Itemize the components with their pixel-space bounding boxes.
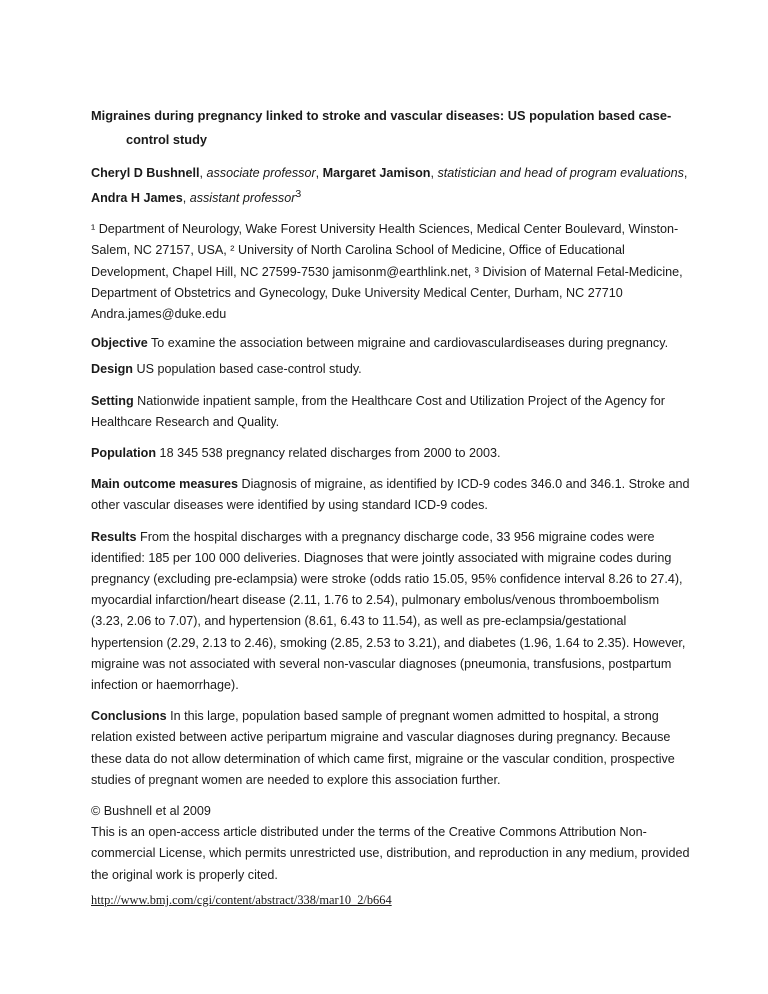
section-label: Conclusions — [91, 709, 167, 724]
section-text: US population based case-control study. — [133, 362, 362, 377]
section-label: Main outcome measures — [91, 477, 238, 492]
section-label: Objective — [91, 336, 148, 351]
author-role: associate professor — [206, 166, 316, 180]
section-label: Design — [91, 362, 133, 377]
article-title: Migraines during pregnancy linked to stroke and vascular diseases: US population based case-control study — [91, 108, 672, 147]
license-text: This is an open-access article distributed under the terms of the Creative Commons Attribution Non-commercial License, which permits unrestricted use, distribution, and reproduction in any medium, provided the original work is properly cited. — [91, 825, 690, 882]
section-text: Nationwide inpatient sample, from the Healthcare Cost and Utilization Project of the Agency for Healthcare Research and Quality. — [91, 393, 665, 429]
section-text: In this large, population based sample of pregnant women admitted to hospital, a strong relation existed between active peripartum migraine and vascular diagnoses during pregnancy. Because these data do not allow determination of which came first, migraine or the vascular condition, prospective studies of pregnant women are needed to explore this association further. — [91, 709, 675, 787]
author-role: assistant professor — [189, 191, 296, 206]
section-main-outcome-measures — [91, 474, 691, 516]
author-role: statistician and head of program evaluations — [437, 166, 684, 180]
author-list: Cheryl D Bushnell, associate professor, Margaret Jamison, statistician and head of program evaluations, Andra H James, assistant professor$^3$ — [91, 166, 688, 206]
section-text: Diagnosis of migraine, as identified by ICD-9 codes 346.0 and 346.1. Stroke and other vascular diseases were identified by using standard ICD-9 codes. — [91, 477, 690, 513]
section-population — [91, 443, 691, 464]
copyright-line: © Bushnell et al 2009 — [91, 804, 211, 819]
section-objective — [91, 333, 691, 354]
section-conclusions — [91, 706, 691, 791]
section-label: Population — [91, 446, 157, 461]
author-name: Andra H James — [91, 191, 183, 206]
document-page — [91, 104, 691, 911]
section-text: From the hospital discharges with a pregnancy discharge code, 33 956 migraine codes were identified: 185 per 100 000 deliveries. Diagnoses that were jointly associated with migraine codes during pregnancy (excluding pre-eclampsia) were stroke (odds ratio 15.05, 95% confidence interval 8.26 to 27.4), myocardial infarction/heart disease (2.11, 1.76 to 2.54), pulmonary embolus/venous thromboembolism (3.23, 2.06 to 7.07), and hypertension (8.61, 6.43 to 11.54), as well as pre-eclampsia/gestational hypertension (2.29, 2.13 to 2.46), smoking (2.85, 2.53 to 3.21), and diabetes (1.96, 1.64 to 2.35). However, migraine was not associated with several non-vascular diagnoses (pneumonia, transfusions, postpartum infection or haemorrhage). — [91, 529, 686, 693]
article-url-link[interactable]: http://www.bmj.com/cgi/content/abstract/338/mar10_2/b664 — [91, 892, 392, 907]
affiliations: ¹ Department of Neurology, Wake Forest University Health Sciences, Medical Center Boulevard, Winston-Salem, NC 27157, USA, ² University of North Carolina School of Medicine, Office of Educational Development, Chapel Hill, NC 27599-7530 jamisonm@earthlink.net, ³ Division of Maternal Fetal-Medicine, Department of Obstetrics and Gynecology, Duke University Medical Center, Durham, NC 27710 Andra.james@duke.edu — [91, 222, 683, 321]
author-name: Margaret Jamison — [322, 166, 431, 180]
section-design — [91, 359, 691, 380]
section-text: To examine the association between migraine and cardiovasculardiseases during pregnancy. — [147, 336, 669, 351]
section-label: Setting — [91, 393, 134, 408]
section-label: Results — [91, 529, 137, 544]
author-affiliation-mark: 3 — [295, 188, 302, 200]
author-name: Cheryl D Bushnell — [91, 166, 200, 180]
section-setting — [91, 391, 691, 433]
section-results — [91, 527, 691, 697]
section-text: 18 345 538 pregnancy related discharges from 2000 to 2003. — [156, 446, 501, 461]
